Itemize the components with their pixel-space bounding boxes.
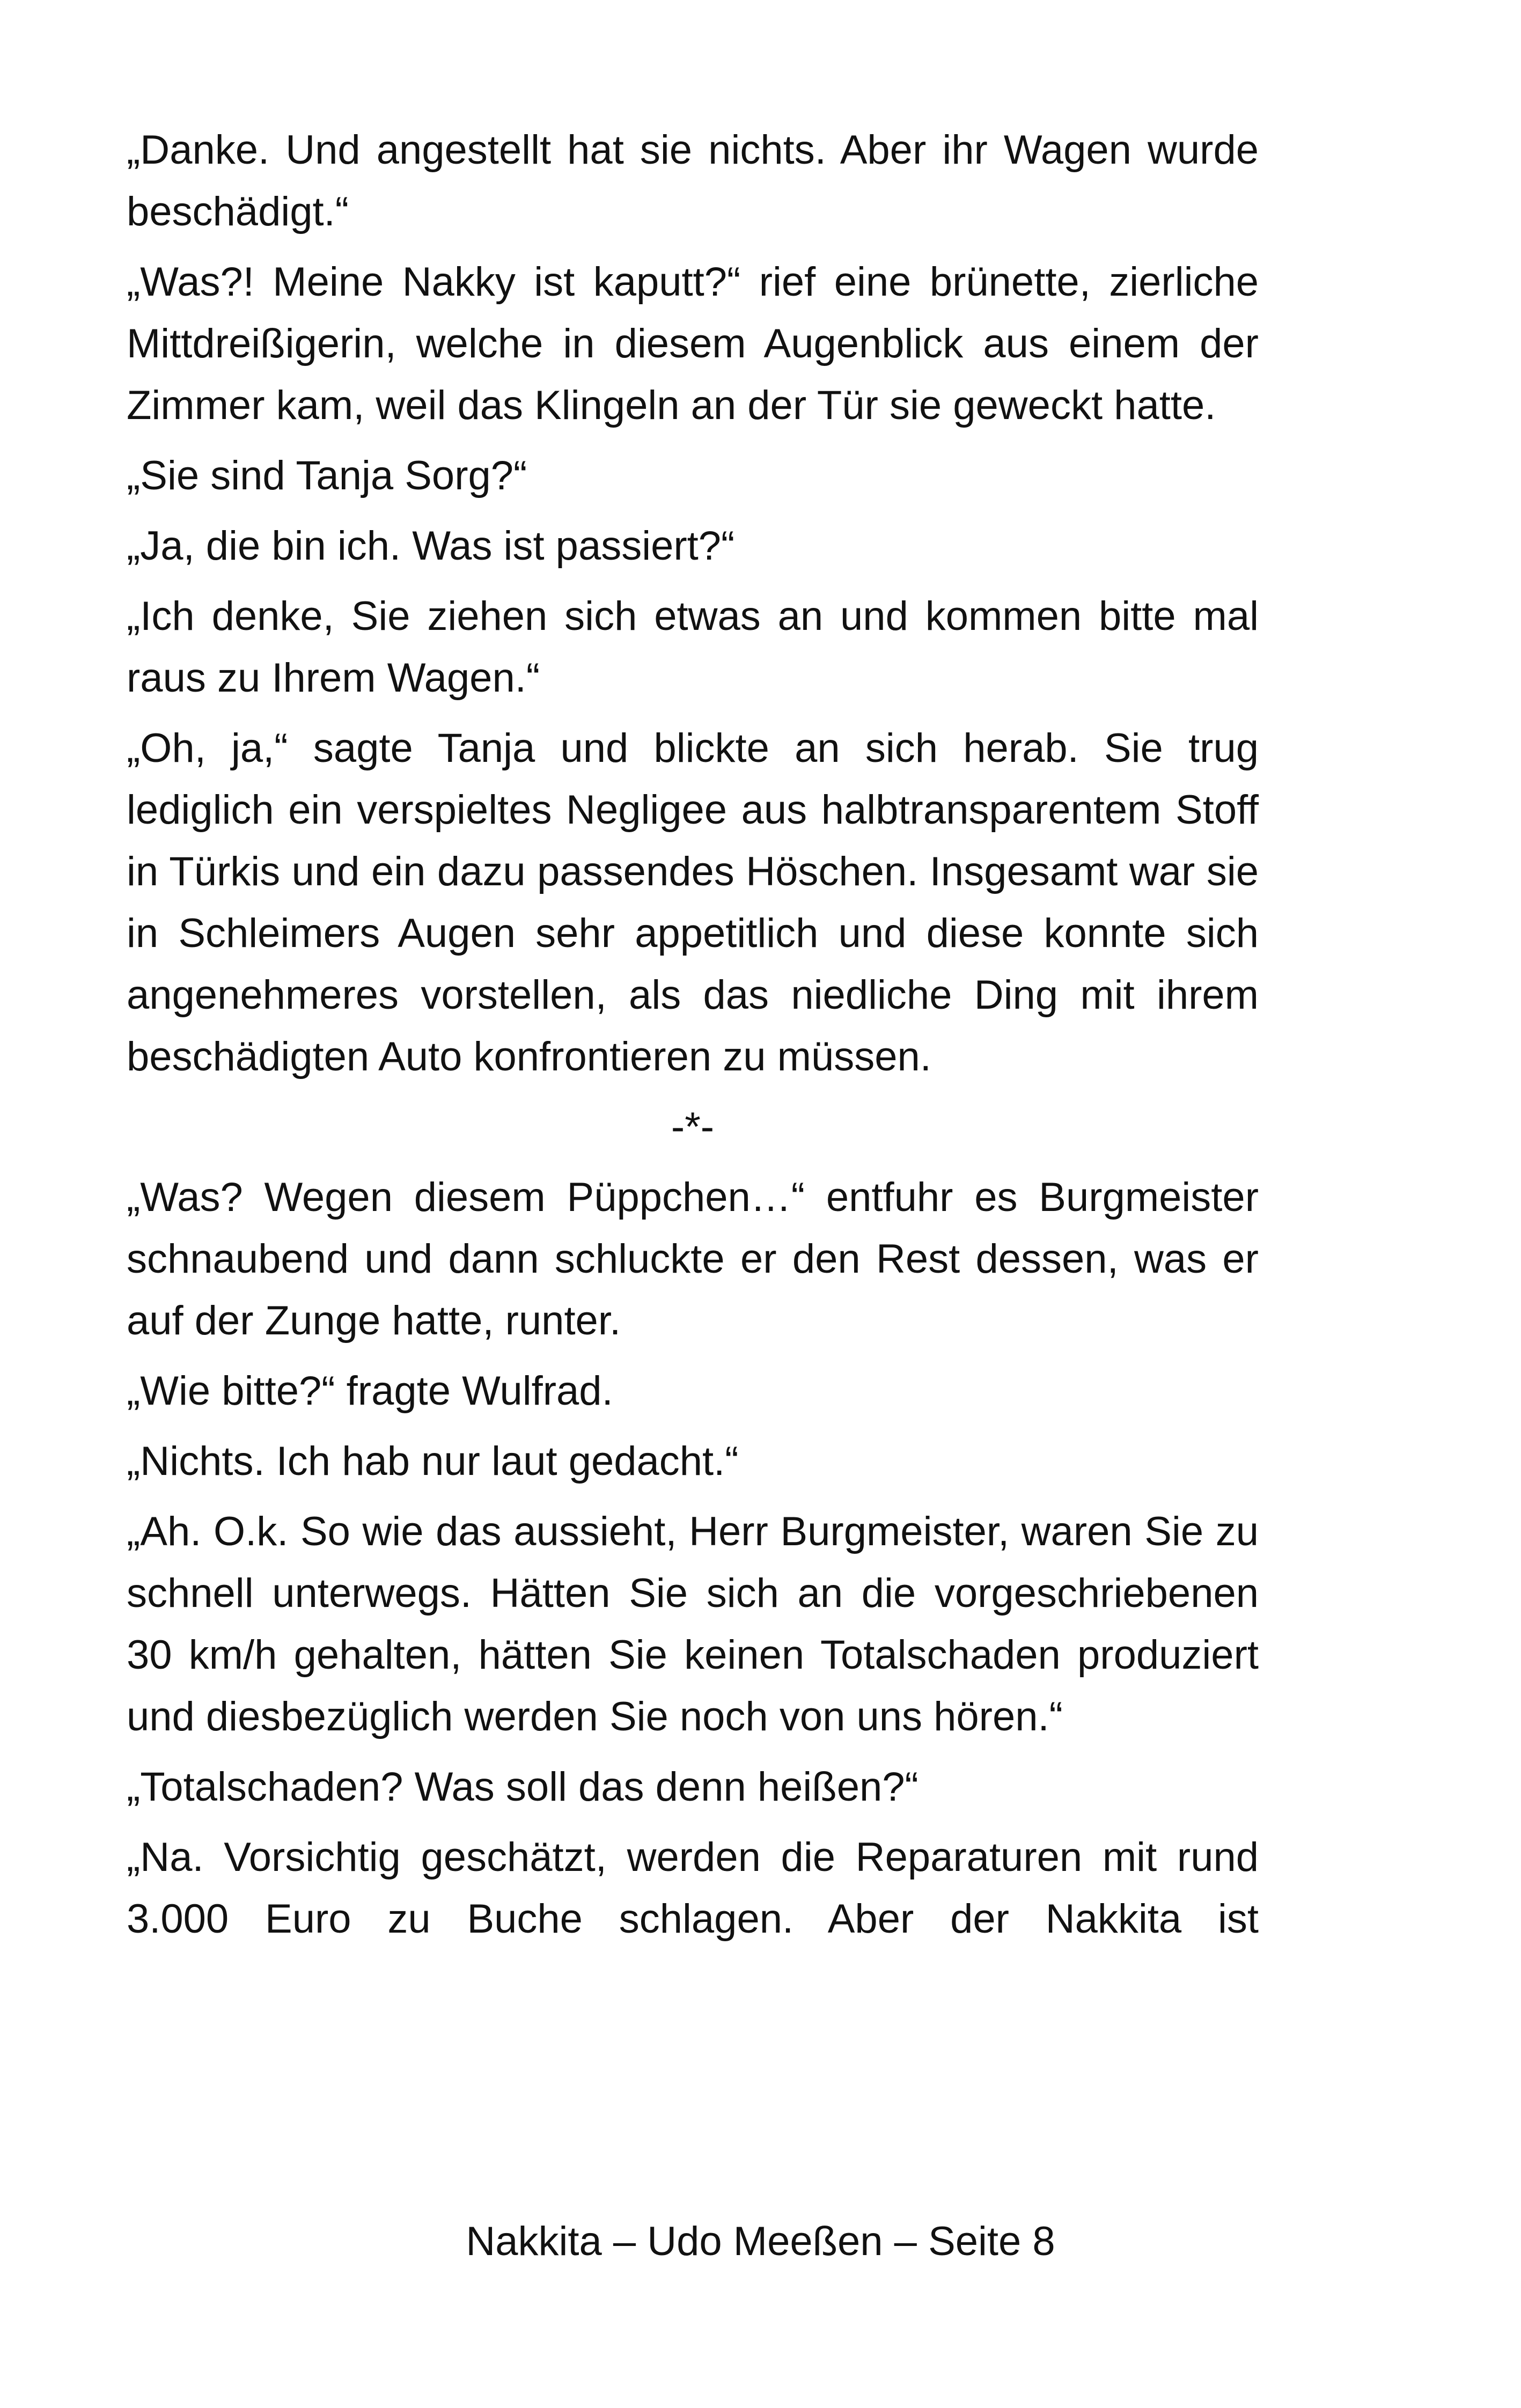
paragraph: „Totalschaden? Was soll das denn heißen?“	[127, 1764, 919, 1810]
paragraph: „Wie bitte?“ fragte Wulfrad.	[127, 1368, 613, 1414]
text-column	[127, 119, 1259, 1958]
paragraph: „Was? Wegen diesem Püppchen…“ entfuhr es Burgmeister schnaubend und dann schluckte er den Rest dessen, was er auf der Zunge hatte, runter.	[127, 1174, 1259, 1344]
paragraph: „Oh, ja,“ sagte Tanja und blickte an sich herab. Sie trug lediglich ein verspieltes Negligee aus halbtransparentem Stoff in Türkis und ein dazu passendes Höschen. Insgesamt war sie in Schleimers Augen sehr appetitlich und diese konnte sich angenehmeres vorstellen, als das niedliche Ding mit ihrem beschädigten Auto konfrontieren zu müssen.	[127, 725, 1259, 1080]
page-footer: Nakkita – Udo Meeßen – Seite 8	[466, 2219, 1055, 2264]
paragraph: „Ja, die bin ich. Was ist passiert?“	[127, 523, 735, 569]
paragraph-continued: „Na. Vorsichtig geschätzt, werden die Reparaturen mit rund 3.000 Euro zu Buche schlagen. Aber der Nakkita ist	[127, 1834, 1259, 1942]
paragraph: „Sie sind Tanja Sorg?“	[127, 453, 527, 498]
paragraph: „Ah. O.k. So wie das aussieht, Herr Burgmeister, waren Sie zu schnell unterwegs. Hätten Sie sich an die vorgeschriebenen 30 km/h gehalten, hätten Sie keinen Totalschaden produziert und diesbezüglich werden Sie noch von uns hören.“	[127, 1509, 1259, 1739]
paragraph: „Ich denke, Sie ziehen sich etwas an und kommen bitte mal raus zu Ihrem Wagen.“	[127, 593, 1259, 701]
paragraph: „Danke. Und angestellt hat sie nichts. Aber ihr Wagen wurde beschädigt.“	[127, 127, 1259, 234]
paragraph: „Was?! Meine Nakky ist kaputt?“ rief eine brünette, zierliche Mittdreißigerin, welche in diesem Augenblick aus einem der Zimmer kam, weil das Klingeln an der Tür sie geweckt hatte.	[127, 259, 1259, 428]
paragraph: „Nichts. Ich hab nur laut gedacht.“	[127, 1438, 739, 1484]
scene-separator: -*-	[671, 1104, 715, 1150]
